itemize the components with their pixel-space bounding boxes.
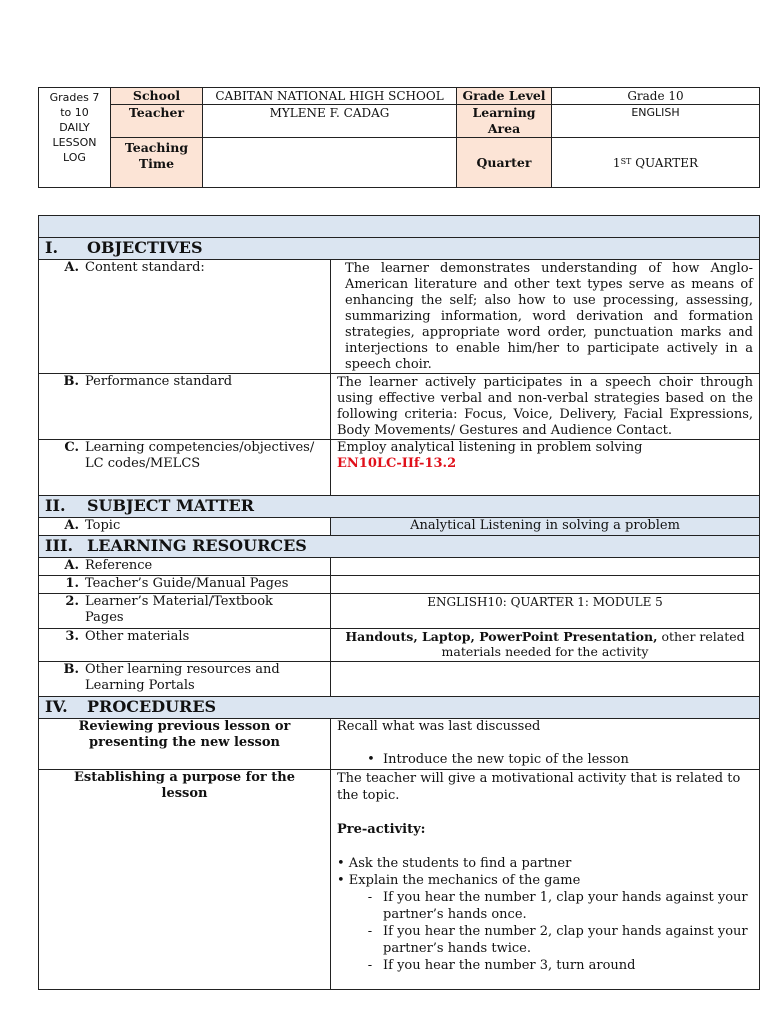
section-objectives (39, 238, 760, 260)
section-subject-matter (39, 496, 760, 518)
section-learning-resources (39, 536, 760, 558)
rule-item (337, 923, 753, 957)
quarter-label: Quarter (457, 138, 552, 188)
step-item: • Explain the mechanics of the game (337, 873, 581, 888)
dash-marker: - (367, 924, 373, 939)
resource-label: Reference (85, 558, 153, 573)
grades-line: DAILY (59, 121, 90, 134)
purpose-text: The teacher will give a motivational activity that is related to the topic. (337, 771, 741, 803)
section-title: PROCEDURES (87, 697, 217, 716)
teaching-time-label (111, 138, 203, 188)
grades-line: LESSON (52, 136, 97, 149)
competency-code: EN10LC-IIf-13.2 (337, 456, 457, 471)
content-standard-label: Content standard: (85, 260, 205, 275)
rule-text: If you hear the number 1, clap your hands against your partner’s hands once. (383, 890, 748, 922)
quarter-number: 1 (612, 155, 621, 170)
learning-area-label-line: Learning (472, 105, 536, 120)
performance-standard-label: Performance standard (85, 374, 233, 389)
grades-line: Grades 7 (49, 91, 100, 104)
competency-label: Learning competencies/objectives/ LC codes/MELCS (85, 440, 315, 471)
teacher-value: MYLENE F. CADAG (203, 105, 457, 138)
topic-label: Topic (85, 518, 121, 533)
competency-text: Employ analytical listening in problem solving (337, 440, 643, 455)
content-standard-text: The learner demonstrates understanding of how Anglo-American literature and other text types serve as means of enhancing the self; also how to use processing, assessing, summarizing information, word derivation and formation strategies, appropriate word order, punctuation marks and interjections to enable him/her to participate actively in a speech choir. (331, 260, 760, 374)
rule-item (337, 889, 753, 923)
competency-cell (331, 440, 760, 496)
section-title: OBJECTIVES (87, 238, 203, 257)
item-marker: A. (64, 260, 79, 275)
resource-value (331, 576, 760, 594)
item-marker: C. (64, 440, 79, 455)
resource-value: ENGLISH10: QUARTER 1: MODULE 5 (331, 594, 760, 629)
quarter-suffix: QUARTER (631, 155, 699, 170)
grade-level-value: Grade 10 (552, 88, 760, 105)
quarter-value (552, 138, 760, 188)
dash-marker: - (367, 958, 373, 973)
resource-value-rest: other related materials needed for the activity (441, 629, 745, 659)
resource-row (39, 629, 331, 662)
section-title: SUBJECT MATTER (87, 496, 254, 515)
item-marker: A. (64, 558, 79, 573)
resource-label: Learner’s Material/Textbook Pages (85, 594, 273, 625)
resource-label: Other learning resources and Learning Portals (85, 662, 280, 693)
competency-label-cell (39, 440, 331, 496)
step-item: • Ask the students to find a partner (337, 856, 572, 871)
quarter-superscript: ST (620, 156, 632, 166)
resource-label: Other materials (85, 629, 190, 644)
teaching-time-label-line: Time (138, 156, 175, 171)
teaching-time-label-line: Teaching (124, 140, 189, 155)
blank-header-row (39, 216, 760, 238)
topic-value: Analytical Listening in solving a problem (331, 518, 760, 536)
resource-value (331, 662, 760, 697)
teaching-time-value (203, 138, 457, 188)
resource-value (331, 629, 760, 662)
item-marker: A. (64, 518, 79, 533)
item-marker: 3. (65, 629, 79, 644)
item-marker: B. (63, 662, 79, 677)
school-label: School (111, 88, 203, 105)
header-table (38, 87, 760, 188)
dash-marker: - (367, 890, 373, 905)
purpose-cell (331, 770, 760, 990)
topic-label-cell (39, 518, 331, 536)
review-label: Reviewing previous lesson or presenting the new lesson (39, 719, 331, 770)
section-title: LEARNING RESOURCES (87, 536, 307, 555)
performance-standard-label-cell (39, 374, 331, 440)
review-bullet-item (337, 752, 753, 768)
resource-value (331, 558, 760, 576)
grade-level-label: Grade Level (457, 88, 552, 105)
section-number: I. (45, 238, 59, 257)
performance-standard-text: The learner actively participates in a speech choir through using effective verbal and non-verbal strategies based on the following criteria: Focus, Voice, Delivery, Facial Expressions, Body Movements/ Gestures and Audience Contact. (331, 374, 760, 440)
rule-text: If you hear the number 3, turn around (383, 958, 636, 973)
teacher-label: Teacher (111, 105, 203, 138)
learning-area-value: ENGLISH (552, 105, 760, 138)
resource-value-bold: Handouts, Laptop, PowerPoint Presentation, (345, 629, 658, 644)
grades-line: LOG (63, 151, 86, 164)
purpose-label: Establishing a purpose for the lesson (39, 770, 331, 990)
review-bullet-text: Introduce the new topic of the lesson (383, 752, 629, 767)
resource-row (39, 662, 331, 697)
resource-label: Teacher’s Guide/Manual Pages (85, 576, 289, 591)
pre-activity-heading: Pre-activity: (337, 822, 426, 837)
resource-row (39, 576, 331, 594)
item-marker: 2. (65, 594, 79, 609)
resource-row (39, 594, 331, 629)
grades-line: to 10 (60, 106, 89, 119)
grades-dll-cell (39, 88, 111, 188)
rule-text: If you hear the number 2, clap your hands against your partner’s hands twice. (383, 924, 748, 956)
content-standard-label-cell (39, 260, 331, 374)
learning-area-label (457, 105, 552, 138)
review-text: Recall what was last discussed (337, 719, 541, 734)
review-cell (331, 719, 760, 770)
section-number: II. (45, 496, 66, 515)
lesson-log-table (38, 215, 760, 990)
bullet-dot: • (367, 752, 375, 767)
section-procedures (39, 697, 760, 719)
rule-item (337, 957, 753, 974)
item-marker: 1. (65, 576, 79, 591)
school-value: CABITAN NATIONAL HIGH SCHOOL (203, 88, 457, 105)
learning-area-label-line: Area (487, 121, 521, 136)
section-number: III. (45, 536, 74, 555)
resource-row (39, 558, 331, 576)
item-marker: B. (63, 374, 79, 389)
section-number: IV. (45, 697, 68, 716)
